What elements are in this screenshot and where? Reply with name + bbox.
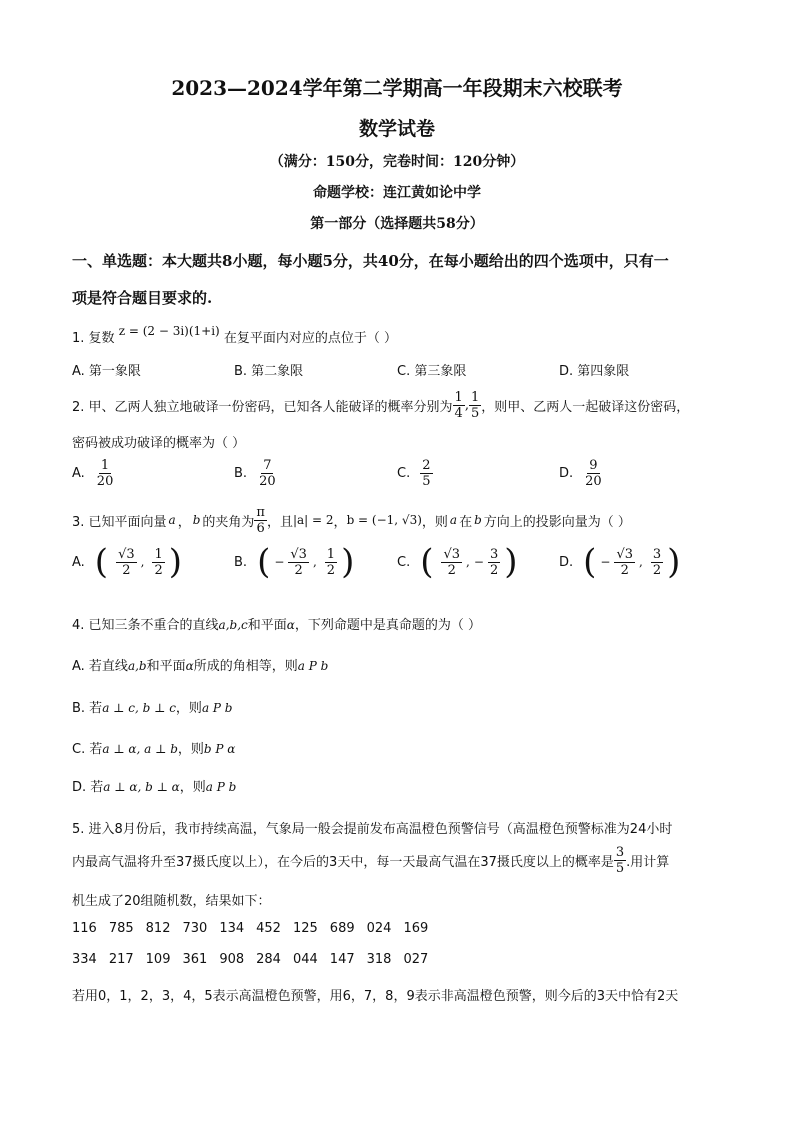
q1-option-d: D. 第四象限 xyxy=(559,364,630,379)
q1-option-b: B. 第二象限 xyxy=(234,364,304,379)
random-number: 024 xyxy=(366,921,392,936)
question-1 xyxy=(72,324,398,346)
q2-option-d: D. $\frac{9}{20}$ xyxy=(559,458,602,489)
vector-b: b xyxy=(192,513,201,527)
q4-option-c: C. 若a ⊥ α, a ⊥ b，则b P α xyxy=(72,742,236,757)
random-number: 169 xyxy=(403,921,429,936)
q2-prob-2: $\frac{1}{5}$ xyxy=(470,389,480,421)
q1-formula: z = (2 − 3i)(1+i) xyxy=(118,324,220,338)
random-number: 125 xyxy=(292,921,318,936)
random-numbers-row-2 xyxy=(72,952,428,967)
q5-probability: $\frac{3}{5}$ xyxy=(615,844,625,876)
random-number: 134 xyxy=(219,921,245,936)
q1-rest: 在复平面内对应的点位于（ ） xyxy=(223,331,398,346)
random-number: 044 xyxy=(292,952,318,967)
exam-school: 命题学校：连江黄如论中学 xyxy=(313,185,481,201)
question-3: 3. 已知平面向量 a ， b 的夹角为 $\frac{\pi}{6}$ ，且 |a| = 2 ， b = (−1, √3) ，则 a 在 b 方向上的投影向量为（ ） xyxy=(72,504,631,536)
q2-text1: 2. 甲、乙两人独立地破译一份密码，已知各人能破译的概率分别为 xyxy=(72,399,453,415)
question-2: 2. 甲、乙两人独立地破译一份密码，已知各人能破译的概率分别为 $\frac{1}{4}$ , $\frac{1}{5}$ ，则甲、乙两人一起破译这份密码， xyxy=(72,389,690,421)
random-numbers-row-1 xyxy=(72,921,428,936)
section1-line1: 一、单选题：本大题共8小题，每小题5分，共40分，在每小题给出的四个选项中，只有一 xyxy=(72,252,669,270)
q3-option-c: C. ( $\frac{√3}{2}$ , − $\frac{3}{2}$ ) xyxy=(397,542,518,582)
random-number: 116 xyxy=(72,921,97,936)
random-number: 318 xyxy=(366,952,392,967)
random-number: 109 xyxy=(145,952,171,967)
q5-line3: 机生成了20组随机数，结果如下： xyxy=(72,894,271,909)
random-number: 730 xyxy=(182,921,208,936)
q5-line4: 若用0，1，2，3，4，5表示高温橙色预警，用6，7，8，9表示非高温橙色预警，则今后的3天中恰有2天 xyxy=(72,989,679,1004)
q3-option-a: A. ( $\frac{√3}{2}$ , $\frac{1}{2}$ ) xyxy=(72,542,182,582)
exam-part: 第一部分（选择题共58分） xyxy=(310,216,484,232)
random-number: 284 xyxy=(256,952,281,967)
q2-text2: ，则甲、乙两人一起破译这份密码， xyxy=(481,399,690,415)
q2-option-a: A. $\frac{1}{20}$ xyxy=(72,458,114,489)
q5-line2: 内最高气温将升至37摄氏度以上），在今后的3天中，每一天最高气温在37摄氏度以上的概率是 $\frac{3}{5}$ .用计算 xyxy=(72,844,670,876)
q4-option-d: D. 若a ⊥ α, b ⊥ α，则a P b xyxy=(72,780,237,795)
q3-b-vector: b = (−1, √3) xyxy=(346,513,422,527)
random-number: 452 xyxy=(256,921,281,936)
q4-option-b: B. 若a ⊥ c, b ⊥ c，则a P b xyxy=(72,701,233,716)
q2-prob-1: $\frac{1}{4}$ xyxy=(454,389,463,421)
q2-option-b: B. $\frac{7}{20}$ xyxy=(234,458,276,489)
q2-line2: 密码被成功破译的概率为（ ） xyxy=(72,436,246,451)
q3-abs-a: |a| = 2 xyxy=(292,513,334,527)
random-number: 785 xyxy=(108,921,134,936)
q1-option-a: A. 第一象限 xyxy=(72,364,141,379)
random-number: 334 xyxy=(72,952,97,967)
vector-a: a xyxy=(168,513,176,527)
q3-option-b: B. ( − $\frac{√3}{2}$ , $\frac{1}{2}$ ) xyxy=(234,542,355,582)
random-number: 689 xyxy=(329,921,355,936)
random-number: 147 xyxy=(329,952,355,967)
exam-subtitle: 数学试卷 xyxy=(358,118,435,140)
q4-option-a: A. 若直线a,b和平面α所成的角相等，则a P b xyxy=(72,659,329,674)
random-number: 908 xyxy=(219,952,245,967)
exam-info: （满分：150分，完卷时间：120分钟） xyxy=(269,154,525,170)
q3-option-d: D. ( − $\frac{√3}{2}$ , $\frac{3}{2}$ ) xyxy=(559,542,681,582)
q1-num: 1. 复数 xyxy=(72,331,115,346)
random-number: 217 xyxy=(108,952,134,967)
random-number: 361 xyxy=(182,952,208,967)
random-number: 027 xyxy=(403,952,429,967)
q1-option-c: C. 第三象限 xyxy=(397,364,467,379)
q5-line1: 5. 进入8月份后，我市持续高温，气象局一般会提前发布高温橙色预警信号（高温橙色预警标准为24小时 xyxy=(72,822,673,837)
section1-line2: 项是符合题目要求的. xyxy=(72,289,213,307)
q3-angle: $\frac{\pi}{6}$ xyxy=(256,504,265,536)
random-number: 812 xyxy=(145,921,171,936)
question-4: 4. 已知三条不重合的直线a,b,c和平面α，下列命题中是真命题的为（ ） xyxy=(72,618,481,633)
exam-title: 2023—2024学年第二学期高一年段期末六校联考 xyxy=(171,76,623,100)
q2-option-c: C. $\frac{2}{5}$ xyxy=(397,458,431,489)
